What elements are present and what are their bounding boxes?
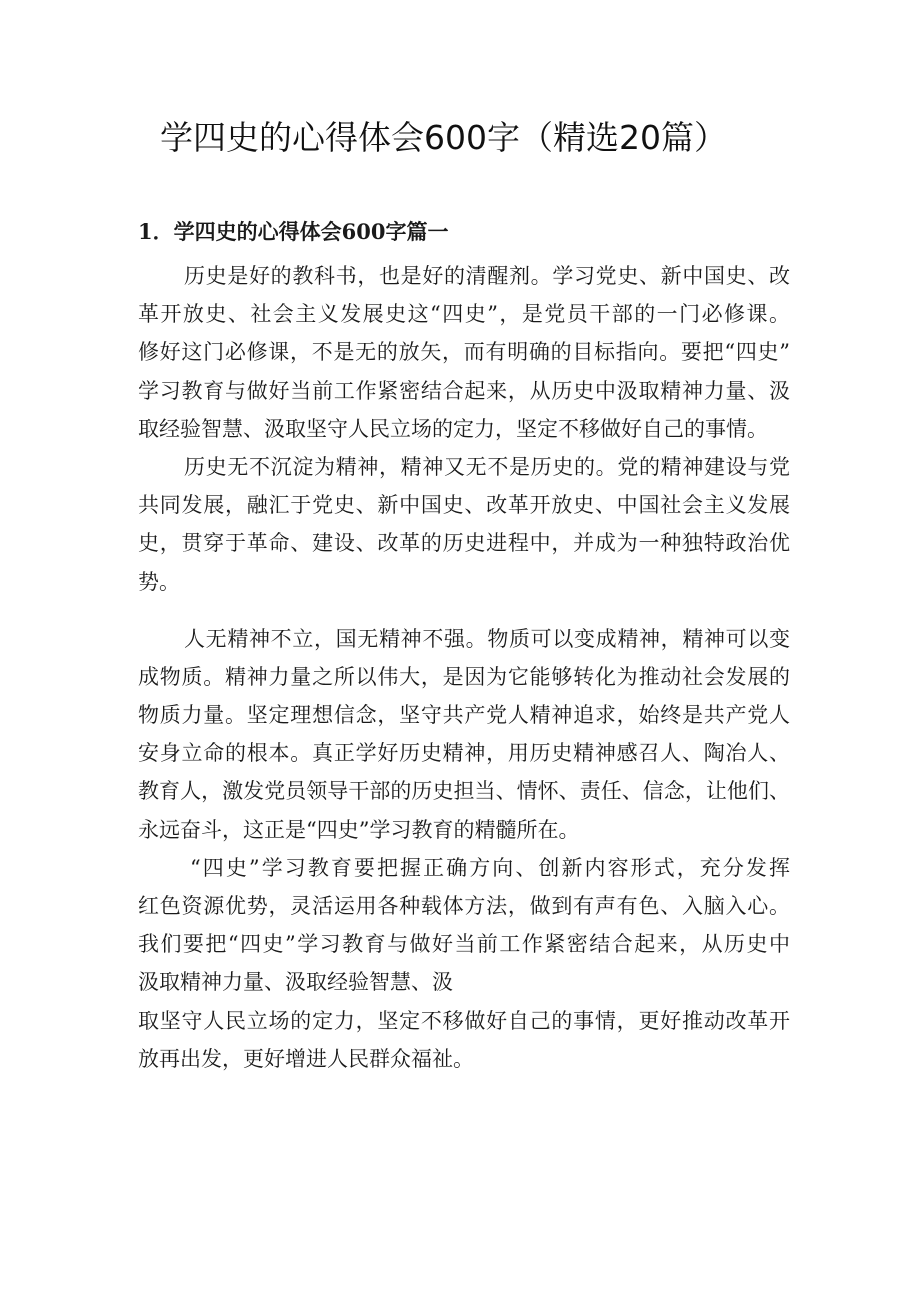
paragraph-line: 历史无不沉淀为精神，精神又无不是历史的。党的精神建设与党: [184, 454, 790, 479]
paragraph-line: 物质力量。坚定理想信念，坚守共产党人精神追求，始终是共产党人: [138, 703, 790, 728]
paragraph-line: 取坚守人民立场的定力，坚定不移做好自己的事情，更好推动改革开: [138, 1008, 790, 1033]
paragraph-line: 历史是好的教科书，也是好的清醒剂。学习党史、新中国史、改: [184, 264, 790, 288]
paragraph-line: 取经验智慧、汲取坚守人民立场的定力，坚定不移做好自己的事情。: [138, 416, 768, 441]
paragraph-line: “四史”学习教育要把握正确方向、创新内容形式，充分发挥: [190, 855, 790, 880]
paragraph-line: 红色资源优势，灵活运用各种载体方法，做到有声有色、入脑入心。: [138, 894, 790, 918]
paragraph-line: 教育人，激发党员领导干部的历史担当、情怀、责任、信念，让他们、: [138, 779, 790, 804]
paragraph-1: [138, 257, 790, 448]
section-heading: 1．学四史的心得体会600字篇一: [138, 219, 449, 244]
paragraph-line: 成物质。精神力量之所以伟大，是因为它能够转化为推动社会发展的: [138, 664, 790, 689]
document-title: 学四史的心得体会600字（精选20篇）: [160, 118, 727, 157]
paragraph-line: 革开放史、社会主义发展史这“四史”，是党员干部的一门必修课。: [138, 302, 790, 327]
document-body: [138, 257, 790, 1078]
paragraph-2: [138, 448, 790, 601]
paragraph-spacer: [138, 601, 790, 620]
paragraph-line: 汲取精神力量、汲取经验智慧、汲: [138, 970, 453, 995]
paragraph-line: 放再出发，更好增进人民群众福祉。: [138, 1046, 474, 1071]
paragraph-line: 永远奋斗，这正是“四史”学习教育的精髓所在。: [138, 817, 580, 842]
paragraph-line: 学习教育与做好当前工作紧密结合起来，从历史中汲取精神力量、汲: [138, 378, 790, 403]
paragraph-line: 势。: [138, 569, 180, 594]
paragraph-3: [138, 620, 790, 849]
paragraph-line: 人无精神不立，国无精神不强。物质可以变成精神，精神可以变: [184, 626, 790, 651]
paragraph-line: 共同发展，融汇于党史、新中国史、改革开放史、中国社会主义发展: [138, 493, 790, 518]
paragraph-4: [138, 849, 790, 1078]
paragraph-line: 我们要把“四史”学习教育与做好当前工作紧密结合起来，从历史中: [138, 932, 790, 957]
paragraph-line: 史，贯穿于革命、建设、改革的历史进程中，并成为一种独特政治优: [138, 531, 790, 556]
paragraph-line: 修好这门必修课，不是无的放矢，而有明确的目标指向。要把“四史”: [138, 340, 790, 365]
paragraph-line: 安身立命的根本。真正学好历史精神，用历史精神感召人、陶冶人、: [138, 741, 790, 766]
